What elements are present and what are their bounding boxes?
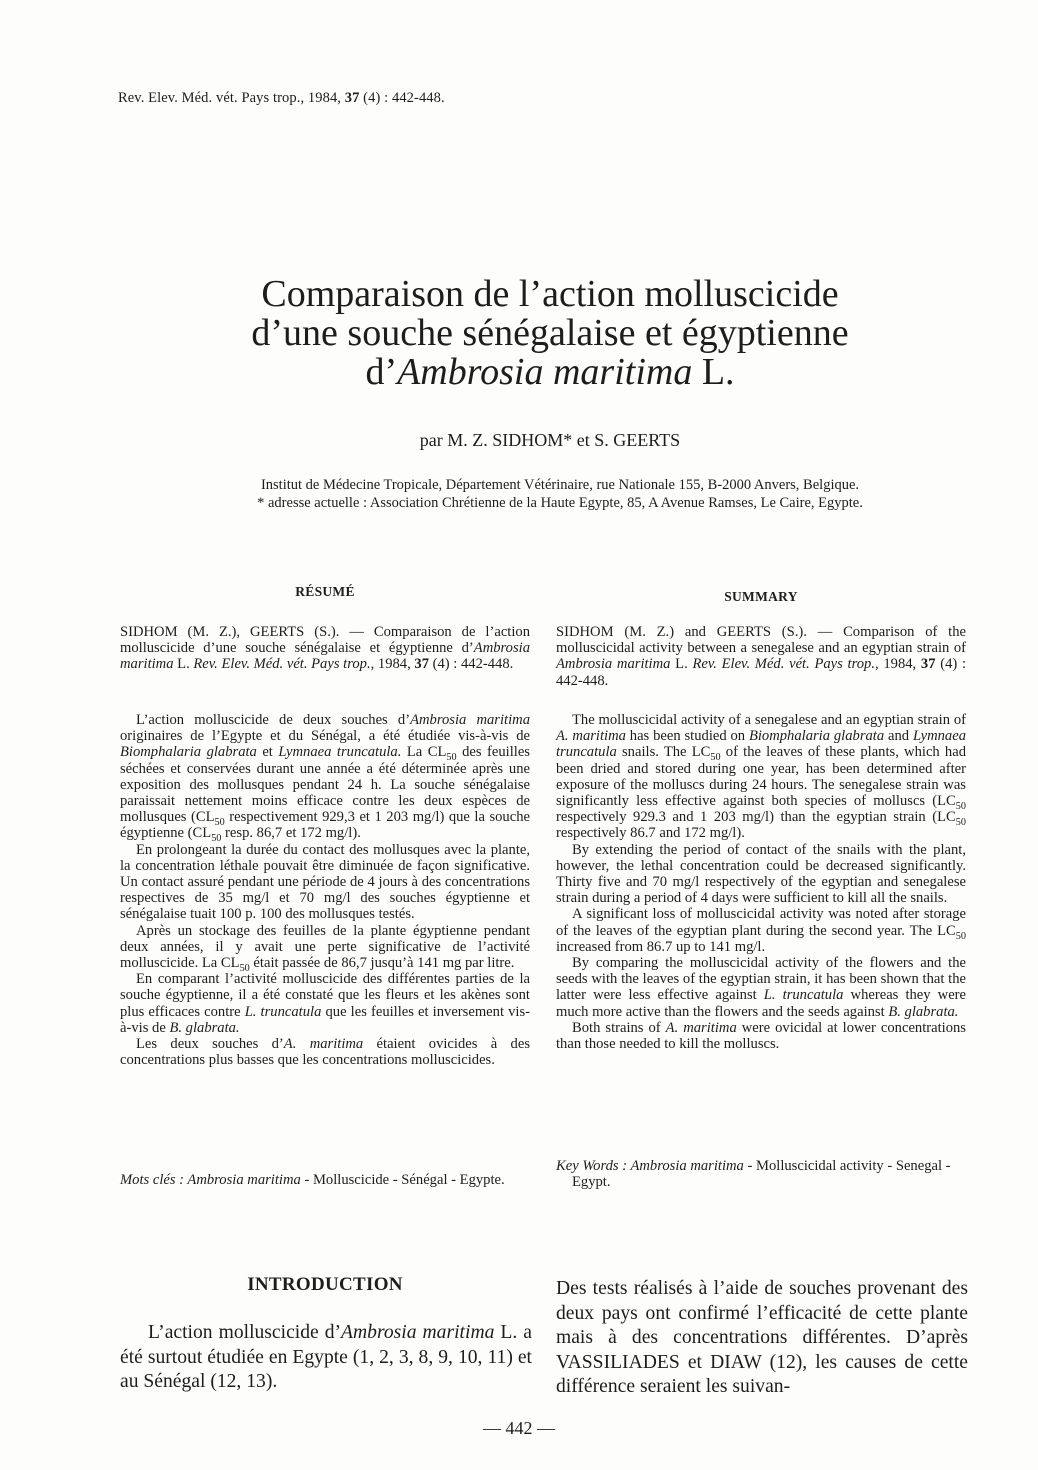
resume-paragraph-2: En prolongeant la durée du contact des mollusques avec la plante, la concentration léthale pouvait être diminuée de façon significative. Un contact assuré pendant une période de 4 jours à des concentrations respectives de 35 mg/l et 70 mg/l des souches égyptienne et sénégalaise tuait 100 p. 100 des mollusques testés. bbox=[120, 841, 530, 923]
summary-heading: SUMMARY bbox=[724, 589, 798, 604]
title-line-3: d’Ambrosia maritima L. bbox=[365, 351, 735, 393]
summary-paragraph-2: By extending the period of contact of the snails with the plant, however, the lethal concentration could be decreased significantly. Thirty five and 70 mg/l respectively of the egyptian and senegalese strain during a period of 4 days were sufficient to kill all the snails. bbox=[556, 841, 966, 907]
resume-paragraph-3: Après un stockage des feuilles de la plante égyptienne pendant deux années, il y avait une perte significative de l’activité molluscicide. La $CL_{50}$ était passée de 86,7 jusqu’à 141 mg par litre. bbox=[120, 922, 530, 974]
resume-paragraph-4: En comparant l’activité molluscicide des différentes parties de la souche égyptienne, il a été constaté que les fleurs et les akènes sont plus efficaces contre L. truncatula que les feuilles et inversement vis-à-vis de B. glabrata. bbox=[120, 971, 530, 1036]
affiliation-line-1: Institut de Médecine Tropicale, Département Vétérinaire, rue Nationale 155, B-2000 Anvers, Belgique. bbox=[260, 477, 860, 493]
summary-paragraph-5: Both strains of A. maritima were ovicidal at lower concentrations than those needed to kill the molluscs. bbox=[556, 1019, 966, 1053]
title-line-2: d’une souche sénégalaise et égyptienne bbox=[251, 312, 849, 354]
summary-paragraph-1: The molluscicidal activity of a senegalese and an egyptian strain of A. maritima has been studied on Biomphalaria glabrata and Lymnaea truncatula snails. The $LC_{50}$ of the leaves of these plants, which had been dried and stored during one year, has been determined after exposure of the molluscs during 24 hours. The senegalese strain was significantly less effective against both species of molluscs ($LC_{50}$ respectively 929.3 and 1 203 mg/l) than the egyptian strain ($LC_{50}$ respectively 86.7 and 172 mg/l). bbox=[556, 712, 967, 842]
citation-volume: 37 bbox=[344, 90, 360, 106]
summary-paragraph-3: A significant loss of molluscicidal activity was noted after storage of the leaves of the egyptian plant during the second year. The $LC_{50}$ increased from 86.7 up to 141 mg/l. bbox=[556, 906, 966, 955]
resume-body bbox=[120, 712, 530, 1068]
resume-reference: SIDHOM (M. Z.), GEERTS (S.). — Comparaison de l’action molluscicide d’une souche sénégalaise et égyptienne d’Ambrosia maritima L. Rev. Elev. Méd. vét. Pays trop., 1984, 37 (4) : 442-448. bbox=[120, 624, 530, 673]
summary-reference: SIDHOM (M. Z.) and GEERTS (S.). — Comparison of the molluscicidal activity between a senegalese and an egyptian strain of Ambrosia maritima L. Rev. Elev. Méd. vét. Pays trop., 1984, 37 (4) : 442-448. bbox=[556, 624, 966, 689]
resume-paragraph-5: Les deux souches d’A. maritima étaient ovicides à des concentrations plus basses que les concentrations molluscicides. bbox=[120, 1036, 530, 1069]
journal-citation bbox=[118, 90, 445, 107]
article-title bbox=[120, 275, 980, 392]
summary-paragraph-4: By comparing the molluscicidal activity of the flowers and the seeds with the leaves of the egyptian strain, it has been shown that the latter were less effective against L. truncatula whereas they were much more active than the flowers and the seeds against B. glabrata. bbox=[556, 955, 967, 1020]
summary-keywords: Key Words : Ambrosia maritima - Molluscicidal activity - Senegal - Egypt. bbox=[556, 1158, 951, 1191]
summary-body bbox=[556, 712, 966, 1052]
author-line: par M. Z. SIDHOM* et S. GEERTS bbox=[419, 430, 681, 450]
introduction-right-column: Des tests réalisés à l’aide de souches provenant des deux pays ont confirmé l’efficacité de cette plante mais à des concentrations différentes. D’après VASSILIADES et DIAW (12), les causes de cette différence seraient les suivan- bbox=[556, 1278, 968, 1397]
introduction-heading: INTRODUCTION bbox=[247, 1274, 403, 1295]
citation-pages: (4) : 442-448. bbox=[359, 90, 445, 106]
introduction-left-column: L’action molluscicide d’Ambrosia maritima L. a été surtout étudiée en Egypte (1, 2, 3, 8, 9, 10, 11) et au Sénégal (12, 13). bbox=[120, 1322, 532, 1392]
resume-heading: RÉSUMÉ bbox=[295, 584, 355, 599]
citation-text: Rev. Elev. Méd. vét. Pays trop., 1984, bbox=[118, 90, 345, 106]
page-number: — 442 — bbox=[483, 1418, 555, 1438]
title-species: Ambrosia maritima bbox=[397, 351, 693, 393]
title-line-1: Comparaison de l’action molluscicide bbox=[261, 273, 839, 315]
resume-keywords: Mots clés : Ambrosia maritima - Molluscicide - Sénégal - Egypte. bbox=[120, 1172, 505, 1188]
affiliation bbox=[140, 476, 980, 512]
affiliation-line-2: * adresse actuelle : Association Chrétienne de la Haute Egypte, 85, A Avenue Ramses, Le Caire, Egypte. bbox=[257, 495, 863, 511]
resume-paragraph-1: L’action molluscicide de deux souches d’Ambrosia maritima originaires de l’Egypte et du Sénégal, a été étudiée vis-à-vis de Biomphalaria glabrata et Lymnaea truncatula. La $CL_{50}$ des feuilles séchées et conservées durant une année a été déterminée après une exposition des mollusques pendant 24 h. La souche sénégalaise paraissait nettement moins efficace contre les deux espèces de mollusques ($CL_{50}$ respectivement 929,3 et 1 203 mg/l) que la souche égyptienne ($CL_{50}$ resp. 86,7 et 172 mg/l). bbox=[120, 712, 530, 845]
